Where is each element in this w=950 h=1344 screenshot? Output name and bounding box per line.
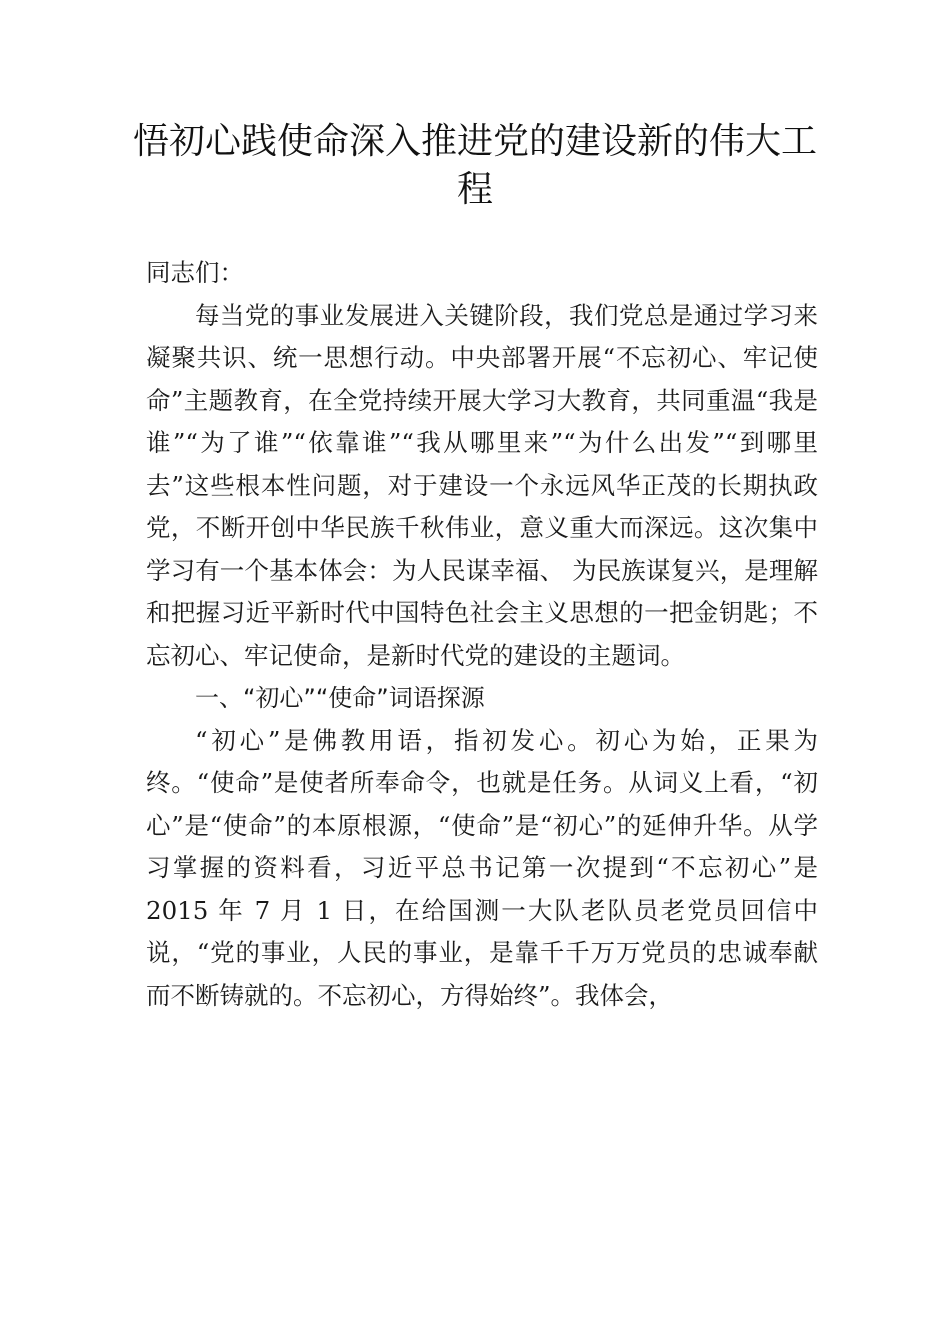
document-title: 悟初心践使命深入推进党的建设新的伟大工程 xyxy=(132,121,817,210)
section-paragraph: “初心”是佛教用语，指初发心。初心为始，正果为终。“使命”是使者所奉命令，也就是任务。从词义上看，“初心”是“使命”的本原根源，“使命”是“初心”的延伸升华。从学习掌握的资料看，习近平总书记第一次提到“不忘初心”是 2015 年 7 月 1 日，在给国测一大队老队员老党员回信中说，“党的事业，人民的事业，是靠千千万万党员的忠诚奉献而不断铸就的。不忘初心，方得始终”。我体会， xyxy=(146,725,818,1010)
section-heading: 一、“初心”“使命”词语探源 xyxy=(195,684,485,712)
salutation: 同志们： xyxy=(146,258,244,287)
intro-paragraph: 每当党的事业发展进入关键阶段，我们党总是通过学习来凝聚共识、统一思想行动。中央部署开展“不忘初心、牢记使命”主题教育，在全党持续开展大学习大教育，共同重温“我是谁”“为了谁”“依靠谁”“我从哪里来”“为什么出发”“到哪里去”这些根本性问题，对于建设一个永远风华正茂的长期执政党，不断开创中华民族千秋伟业，意义重大而深远。这次集中学习有一个基本体会：为人民谋幸福、 为民族谋复兴，是理解和把握习近平新时代中国特色社会主义思想的一把金钥匙；不忘初心、牢记使命，是新时代党的建设的主题词。 xyxy=(146,300,818,670)
document-body xyxy=(146,252,818,1017)
